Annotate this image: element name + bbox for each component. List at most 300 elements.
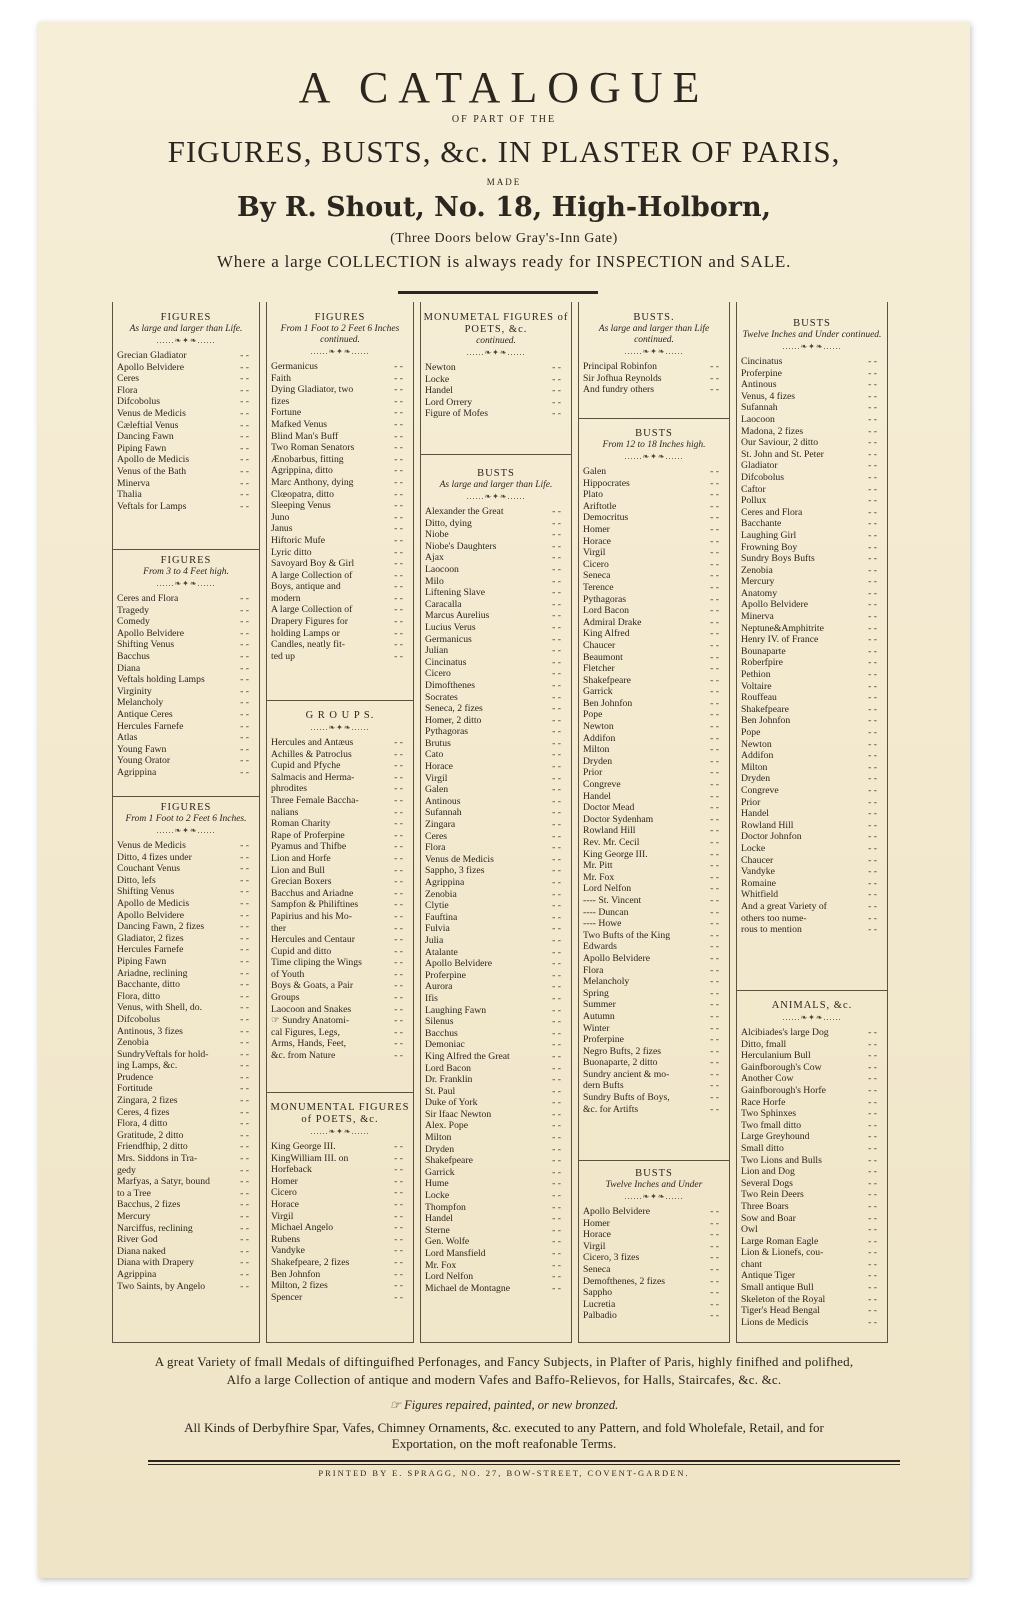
catalogue-item: Democritus - - — [583, 512, 725, 524]
item-list — [267, 737, 413, 1062]
catalogue-subtitle: OF PART OF THE — [451, 114, 557, 125]
catalogue-headline: FIGURES, BUSTS, &c. IN PLASTER OF PARIS, — [167, 134, 841, 169]
section-subheading: As large and larger than Life. — [439, 480, 553, 490]
catalogue-sheet — [38, 22, 970, 1578]
catalogue-item: Tragedy - - — [117, 605, 255, 617]
section-subheading: From 3 to 4 Feet high. — [143, 567, 229, 577]
catalogue-item: Mr. Fox - - — [425, 1260, 567, 1272]
section-monumental — [267, 1102, 413, 1303]
catalogue-item: Germanicus - - — [425, 634, 567, 646]
catalogue-item: Sir Jofhua Reynolds - - — [583, 373, 725, 385]
ornament-divider: ......❧✦❧...... — [310, 347, 370, 356]
catalogue-item: Milton - - — [583, 744, 725, 756]
section-heading: FIGURES — [160, 555, 212, 566]
catalogue-item: Bacchante, ditto - - — [117, 979, 255, 991]
catalogue-item: Lyric ditto - - — [271, 547, 409, 559]
catalogue-item: Plato - - — [583, 489, 725, 501]
catalogue-item: Thompfon - - — [425, 1202, 567, 1214]
catalogue-item: Principal Robinfon - - — [583, 361, 725, 373]
catalogue-item: Liftening Slave - - — [425, 587, 567, 599]
catalogue-item: Lucretia - - — [583, 1299, 725, 1311]
catalogue-item: Milton - - — [741, 762, 883, 774]
catalogue-item: Horace - - — [583, 1229, 725, 1241]
catalogue-item: cal Figures, Legs, - - — [271, 1027, 409, 1039]
catalogue-item: Minerva - - — [741, 611, 883, 623]
catalogue-item: Zenobia - - — [117, 1037, 255, 1049]
catalogue-item: Lord Orrery - - — [425, 397, 567, 409]
catalogue-item: Sundry ancient & mo- - - — [583, 1069, 725, 1081]
item-list — [113, 350, 259, 512]
catalogue-item: Pope - - — [583, 709, 725, 721]
catalogue-item: Venus, 4 fizes - - — [741, 391, 883, 403]
section-rule — [737, 990, 887, 991]
section-figures-small — [113, 802, 259, 1292]
catalogue-item: Summer - - — [583, 999, 725, 1011]
catalogue-item: Marc Anthony, dying - - — [271, 477, 409, 489]
catalogue-item: rous to mention - - — [741, 924, 883, 936]
catalogue-item: SundryVeftals for hold- - - — [117, 1049, 255, 1061]
catalogue-column-1 — [112, 302, 260, 1343]
catalogue-item: Pethion - - — [741, 669, 883, 681]
catalogue-item: Flora, 4 ditto - - — [117, 1118, 255, 1130]
item-list — [737, 1027, 887, 1328]
catalogue-item: Shakefpeare - - — [583, 675, 725, 687]
catalogue-item: Addifon - - — [741, 750, 883, 762]
catalogue-item: Ceres - - — [425, 831, 567, 843]
catalogue-item: Drapery Figures for - - — [271, 616, 409, 628]
catalogue-item: Fauftina - - — [425, 912, 567, 924]
catalogue-item: Pyamus and Thifbe - - — [271, 841, 409, 853]
catalogue-item: Tiger's Head Bengal - - — [741, 1305, 883, 1317]
catalogue-item: Garrick - - — [425, 1167, 567, 1179]
catalogue-item: Atlas - - — [117, 732, 255, 744]
catalogue-item: Shakefpeare, 2 fizes - - — [271, 1257, 409, 1269]
catalogue-item: Fulvia - - — [425, 923, 567, 935]
catalogue-item: Brutus - - — [425, 738, 567, 750]
catalogue-item: Dryden - - — [583, 756, 725, 768]
catalogue-item: Lord Bacon - - — [425, 1063, 567, 1075]
catalogue-item: Horace - - — [425, 761, 567, 773]
catalogue-item: Ditto, 4 fizes under - - — [117, 852, 255, 864]
catalogue-item: ---- Duncan - - — [583, 907, 725, 919]
catalogue-item: Apollo Belvidere - - — [117, 628, 255, 640]
catalogue-item: Homer - - — [583, 524, 725, 536]
catalogue-item: Narciffus, reclining - - — [117, 1223, 255, 1235]
section-monumental-continued — [421, 312, 571, 420]
section-busts-under-12 — [579, 1168, 729, 1322]
catalogue-item: Whitfield - - — [741, 889, 883, 901]
section-heading: ANIMALS, &c. — [771, 1000, 853, 1011]
catalogue-item: Apollo Belvidere - - — [425, 958, 567, 970]
footer-spar-line: All Kinds of Derbyfhire Spar, Vafes, Chimney Ornaments, &c. executed to any Pattern, and fold Wholefale, Retail, and for — [184, 1420, 824, 1435]
catalogue-item: Rev. Mr. Cecil - - — [583, 837, 725, 849]
catalogue-item: Three Boars - - — [741, 1201, 883, 1213]
section-rule — [267, 1092, 413, 1093]
catalogue-item: Handel - - — [741, 808, 883, 820]
catalogue-item: Cincinatus - - — [741, 356, 883, 368]
section-subheading: From 1 Foot to 2 Feet 6 Inches continued. — [280, 324, 400, 345]
catalogue-item: Dryden - - — [425, 1144, 567, 1156]
footer-vases-line: Alfo a large Collection of antique and modern Vafes and Baffo-Relievos, for Halls, Staircafes, &c. &c. — [226, 1372, 782, 1387]
catalogue-item: Difcobolus - - — [741, 472, 883, 484]
catalogue-item: Alex. Pope - - — [425, 1120, 567, 1132]
item-list — [579, 1206, 729, 1322]
catalogue-item: Antinous, 3 fizes - - — [117, 1026, 255, 1038]
catalogue-item: Anatomy - - — [741, 588, 883, 600]
catalogue-item: Two Rein Deers - - — [741, 1189, 883, 1201]
catalogue-item: Laocoon and Snakes - - — [271, 1004, 409, 1016]
catalogue-item: Diana naked - - — [117, 1246, 255, 1258]
catalogue-item: Julia - - — [425, 935, 567, 947]
catalogue-item: Achilles & Patroclus - - — [271, 749, 409, 761]
catalogue-item: A large Collection of - - — [271, 570, 409, 582]
item-list — [113, 840, 259, 1292]
catalogue-item: Two Bufts of the King - - — [583, 930, 725, 942]
catalogue-item: ---- St. Vincent - - — [583, 895, 725, 907]
catalogue-item: Zenobia - - — [425, 889, 567, 901]
catalogue-item: Bacchus - - — [425, 1028, 567, 1040]
catalogue-item: Clytie - - — [425, 900, 567, 912]
catalogue-item: King Alfred - - — [583, 628, 725, 640]
catalogue-item: Papirius and his Mo- - - — [271, 911, 409, 923]
catalogue-item: Sappho - - — [583, 1287, 725, 1299]
catalogue-item: Cicero - - — [425, 668, 567, 680]
catalogue-item: Homer, 2 ditto - - — [425, 715, 567, 727]
catalogue-item: Doctor Johnfon - - — [741, 831, 883, 843]
catalogue-item: Ditto, lefs - - — [117, 875, 255, 887]
catalogue-item: Shifting Venus - - — [117, 639, 255, 651]
catalogue-item: Garrick - - — [583, 686, 725, 698]
catalogue-item: Bacchus - - — [117, 651, 255, 663]
catalogue-item: Congreve - - — [741, 785, 883, 797]
catalogue-item: Ceres and Flora - - — [117, 593, 255, 605]
catalogue-item: Lion & Lionefs, cou- - - — [741, 1247, 883, 1259]
catalogue-item: Roman Charity - - — [271, 818, 409, 830]
catalogue-item: Bounaparte - - — [741, 646, 883, 658]
catalogue-item: Virgil - - — [583, 1241, 725, 1253]
section-figures-life — [113, 312, 259, 512]
catalogue-item: Piping Fawn - - — [117, 956, 255, 968]
catalogue-item: Gainfborough's Horfe - - — [741, 1085, 883, 1097]
section-heading: FIGURES — [160, 312, 212, 323]
catalogue-item: Milton, 2 fizes - - — [271, 1280, 409, 1292]
catalogue-item: Agrippina - - — [117, 1269, 255, 1281]
catalogue-item: Agrippina - - — [117, 767, 255, 779]
section-rule — [113, 796, 259, 797]
catalogue-item: Sufannah - - — [425, 807, 567, 819]
catalogue-item: Difcobolus - - — [117, 396, 255, 408]
catalogue-item: Madona, 2 fizes - - — [741, 426, 883, 438]
item-list — [737, 356, 887, 936]
catalogue-item: Two Lions and Bulls - - — [741, 1155, 883, 1167]
catalogue-item: Gladiator, 2 fizes - - — [117, 933, 255, 945]
catalogue-item: Veftals for Lamps - - — [117, 501, 255, 513]
catalogue-item: Handel - - — [583, 791, 725, 803]
catalogue-item: Michael Angelo - - — [271, 1222, 409, 1234]
section-busts-12-18 — [579, 428, 729, 1115]
catalogue-item: KingWilliam III. on - - — [271, 1153, 409, 1165]
section-busts-life — [421, 468, 571, 1294]
catalogue-item: Silenus - - — [425, 1016, 567, 1028]
catalogue-item: Boys & Goats, a Pair - - — [271, 980, 409, 992]
catalogue-item: Cæleftial Venus - - — [117, 420, 255, 432]
catalogue-item: Rowland Hill - - — [583, 825, 725, 837]
catalogue-item: Horace - - — [271, 1199, 409, 1211]
catalogue-item: Gen. Wolfe - - — [425, 1236, 567, 1248]
catalogue-item: Demofthenes, 2 fizes - - — [583, 1276, 725, 1288]
catalogue-item: Agrippina - - — [425, 877, 567, 889]
catalogue-item: Diana - - — [117, 663, 255, 675]
catalogue-item: Hercules Farnefe - - — [117, 721, 255, 733]
catalogue-item: Sow and Boar - - — [741, 1213, 883, 1225]
section-rule — [267, 700, 413, 701]
catalogue-item: Romaine - - — [741, 878, 883, 890]
catalogue-item: Dancing Fawn, 2 fizes - - — [117, 921, 255, 933]
catalogue-item: fizes - - — [271, 396, 409, 408]
catalogue-item: Marcus Aurelius - - — [425, 610, 567, 622]
item-list — [113, 593, 259, 779]
catalogue-item: Locke - - — [741, 843, 883, 855]
catalogue-item: Pythagoras - - — [425, 726, 567, 738]
catalogue-item: Two Sphinxes - - — [741, 1108, 883, 1120]
catalogue-item: Venus, with Shell, do. - - — [117, 1002, 255, 1014]
section-rule — [579, 1160, 729, 1161]
catalogue-item: Venus de Medicis - - — [425, 854, 567, 866]
catalogue-item: Milton - - — [425, 1132, 567, 1144]
catalogue-item: Salmacis and Herma- - - — [271, 772, 409, 784]
catalogue-item: Laocoon - - — [741, 414, 883, 426]
catalogue-item: King George III. - - — [271, 1141, 409, 1153]
section-subheading: continued. — [476, 336, 516, 346]
catalogue-item: Proferpine - - — [741, 368, 883, 380]
catalogue-item: Prior - - — [583, 767, 725, 779]
catalogue-item: gedy - - — [117, 1165, 255, 1177]
catalogue-item: Horace - - — [583, 536, 725, 548]
catalogue-item: Comedy - - — [117, 616, 255, 628]
section-heading: MONUMETAL FIGURES of POETS, &c. — [423, 312, 569, 335]
catalogue-item: Marfyas, a Satyr, bound - - — [117, 1176, 255, 1188]
catalogue-item: Cato - - — [425, 749, 567, 761]
catalogue-item: Sleeping Venus - - — [271, 500, 409, 512]
catalogue-item: others too nume- - - — [741, 913, 883, 925]
made-label: MADE — [486, 177, 522, 187]
catalogue-item: Dr. Franklin - - — [425, 1074, 567, 1086]
catalogue-item: Mr. Fox - - — [583, 872, 725, 884]
catalogue-item: Newton - - — [583, 721, 725, 733]
catalogue-item: Hippocrates - - — [583, 478, 725, 490]
catalogue-item: Hercules and Antæus - - — [271, 737, 409, 749]
catalogue-item: Henry IV. of France - - — [741, 634, 883, 646]
catalogue-item: Cupid and ditto - - — [271, 946, 409, 958]
section-figures-continued — [267, 312, 413, 662]
catalogue-item: Demoniac - - — [425, 1039, 567, 1051]
catalogue-item: Dimofthenes - - — [425, 680, 567, 692]
catalogue-item: Two fmall ditto - - — [741, 1120, 883, 1132]
catalogue-item: Sampfon & Philiftines - - — [271, 899, 409, 911]
catalogue-item: Vandyke - - — [271, 1245, 409, 1257]
catalogue-item: Apollo de Medicis - - — [117, 898, 255, 910]
catalogue-item: Skeleton of the Royal - - — [741, 1294, 883, 1306]
printer-rule-thin — [148, 1464, 900, 1465]
catalogue-item: Time cliping the Wings - - — [271, 957, 409, 969]
catalogue-item: Ditto, fmall - - — [741, 1039, 883, 1051]
catalogue-item: Boys, antique and - - — [271, 581, 409, 593]
catalogue-item: Winter - - — [583, 1023, 725, 1035]
catalogue-item: Hercules and Centaur - - — [271, 934, 409, 946]
catalogue-item: Hercules Farnefe - - — [117, 944, 255, 956]
catalogue-item: Piping Fawn - - — [117, 443, 255, 455]
catalogue-item: Blind Man's Buff - - — [271, 431, 409, 443]
catalogue-item: Grecian Gladiator - - — [117, 350, 255, 362]
footer-terms-line: Exportation, on the moft reafonable Terms. — [391, 1436, 617, 1451]
catalogue-item: Minerva - - — [117, 478, 255, 490]
catalogue-item: St. John and St. Peter - - — [741, 449, 883, 461]
section-animals — [737, 1000, 887, 1328]
catalogue-item: Pope - - — [741, 727, 883, 739]
catalogue-item: Doctor Mead - - — [583, 802, 725, 814]
section-figures-3-4 — [113, 555, 259, 779]
catalogue-item: Large Greyhound - - — [741, 1131, 883, 1143]
item-list — [579, 361, 729, 396]
catalogue-item: Ceres - - — [117, 373, 255, 385]
catalogue-item: Flora - - — [583, 965, 725, 977]
catalogue-item: Fletcher - - — [583, 663, 725, 675]
catalogue-item: Lion and Dog - - — [741, 1166, 883, 1178]
catalogue-item: Ceres, 4 fizes - - — [117, 1107, 255, 1119]
catalogue-item: Dancing Fawn - - — [117, 431, 255, 443]
catalogue-item: Two Roman Senators - - — [271, 442, 409, 454]
section-heading: FIGURES — [160, 802, 212, 813]
catalogue-item: &c. for Artifts - - — [583, 1104, 725, 1116]
catalogue-item: Rouffeau - - — [741, 692, 883, 704]
catalogue-item: Antinous - - — [425, 796, 567, 808]
catalogue-item: Rape of Proferpine - - — [271, 830, 409, 842]
catalogue-column-4 — [578, 302, 730, 1343]
catalogue-item: Owl - - — [741, 1224, 883, 1236]
catalogue-item: Locke - - — [425, 1190, 567, 1202]
catalogue-item: Three Female Baccha- - - — [271, 795, 409, 807]
catalogue-item: Herculanium Bull - - — [741, 1050, 883, 1062]
catalogue-item: Atalante - - — [425, 947, 567, 959]
catalogue-item: Sir Ifaac Newton - - — [425, 1109, 567, 1121]
catalogue-item: Rowland Hill - - — [741, 820, 883, 832]
section-busts-under-continued — [737, 318, 887, 936]
catalogue-item: Flora - - — [425, 842, 567, 854]
tagline: Where a large COLLECTION is always ready for INSPECTION and SALE. — [216, 252, 792, 271]
catalogue-item: Melancholy - - — [583, 976, 725, 988]
catalogue-item: Pythagoras - - — [583, 594, 725, 606]
catalogue-item: Bacchus, 2 fizes - - — [117, 1199, 255, 1211]
section-subheading: Twelve Inches and Under — [605, 1180, 703, 1190]
catalogue-item: Handel - - — [425, 1213, 567, 1225]
catalogue-item: Dryden - - — [741, 773, 883, 785]
catalogue-item: Sufannah - - — [741, 402, 883, 414]
catalogue-item: Small ditto - - — [741, 1143, 883, 1155]
catalogue-item: Mr. Pitt - - — [583, 860, 725, 872]
catalogue-item: River God - - — [117, 1234, 255, 1246]
catalogue-item: Candles, neatly fit- - - — [271, 639, 409, 651]
catalogue-item: Mafked Venus - - — [271, 419, 409, 431]
catalogue-item: Sundry Bufts of Boys, - - — [583, 1092, 725, 1104]
catalogue-item: &c. from Nature - - — [271, 1050, 409, 1062]
catalogue-item: Bacchus and Ariadne - - — [271, 888, 409, 900]
catalogue-item: Shakefpeare - - — [425, 1155, 567, 1167]
catalogue-item: to a Tree - - — [117, 1188, 255, 1200]
catalogue-item: Mercury - - — [117, 1211, 255, 1223]
catalogue-item: Lion and Bull - - — [271, 865, 409, 877]
catalogue-item: Veftals holding Lamps - - — [117, 674, 255, 686]
catalogue-item: Zingara, 2 fizes - - — [117, 1095, 255, 1107]
catalogue-item: Gratitude, 2 ditto - - — [117, 1130, 255, 1142]
section-heading: FIGURES — [314, 312, 366, 323]
catalogue-item: Sterne - - — [425, 1225, 567, 1237]
section-subheading: From 12 to 18 Inches high. — [602, 440, 706, 450]
section-subheading: Twelve Inches and Under continued. — [742, 330, 882, 340]
ornament-divider: ......❧✦❧...... — [466, 492, 526, 501]
catalogue-item: Buonaparte, 2 ditto - - — [583, 1057, 725, 1069]
catalogue-item: Congreve - - — [583, 779, 725, 791]
catalogue-item: Laughing Fawn - - — [425, 1005, 567, 1017]
catalogue-item: Seneca, 2 fizes - - — [425, 703, 567, 715]
catalogue-item: phrodites - - — [271, 783, 409, 795]
catalogue-item: Lord Bacon - - — [583, 605, 725, 617]
catalogue-item: Friendfhip, 2 ditto - - — [117, 1141, 255, 1153]
catalogue-item: Ariadne, reclining - - — [117, 968, 255, 980]
catalogue-item: Locke - - — [425, 374, 567, 386]
catalogue-item: Laocoon - - — [425, 564, 567, 576]
maker-address: (Three Doors below Gray's-Inn Gate) — [390, 231, 618, 246]
item-list — [421, 506, 571, 1294]
catalogue-item: Proferpine - - — [425, 970, 567, 982]
printer-rule-thick — [148, 1460, 900, 1462]
catalogue-item: Autumn - - — [583, 1011, 725, 1023]
section-groups — [267, 710, 413, 1062]
catalogue-item: Shifting Venus - - — [117, 886, 255, 898]
catalogue-item: Rubens - - — [271, 1234, 409, 1246]
catalogue-item: Terence - - — [583, 582, 725, 594]
catalogue-item: Apollo Belvidere - - — [741, 599, 883, 611]
section-heading: BUSTS — [477, 468, 515, 479]
catalogue-item: Galen - - — [425, 784, 567, 796]
catalogue-item: Virgil - - — [425, 773, 567, 785]
catalogue-item: Couchant Venus - - — [117, 863, 255, 875]
catalogue-item: Homer - - — [583, 1218, 725, 1230]
catalogue-item: Zingara - - — [425, 819, 567, 831]
catalogue-item: Vandyke - - — [741, 866, 883, 878]
ornament-divider: ......❧✦❧...... — [156, 579, 216, 588]
catalogue-item: Fortitude - - — [117, 1083, 255, 1095]
catalogue-item: Spencer - - — [271, 1292, 409, 1304]
catalogue-item: Lion and Horfe - - — [271, 853, 409, 865]
catalogue-item: Beaumont - - — [583, 652, 725, 664]
catalogue-item: Niobe's Daughters - - — [425, 541, 567, 553]
catalogue-item: Venus of the Bath - - — [117, 466, 255, 478]
catalogue-item: ing Lamps, &c. - - — [117, 1060, 255, 1072]
catalogue-item: Homer - - — [271, 1176, 409, 1188]
ornament-divider: ......❧✦❧...... — [782, 342, 842, 351]
catalogue-item: Sappho, 3 fizes - - — [425, 865, 567, 877]
catalogue-column-5 — [736, 302, 888, 1343]
catalogue-item: Hiftoric Mufe - - — [271, 535, 409, 547]
catalogue-item: King Alfred the Great - - — [425, 1051, 567, 1063]
catalogue-item: Young Orator - - — [117, 755, 255, 767]
catalogue-item: Spring - - — [583, 988, 725, 1000]
section-rule — [113, 549, 259, 550]
catalogue-item: Flora - - — [117, 385, 255, 397]
title-divider — [398, 291, 598, 294]
catalogue-item: Socrates - - — [425, 692, 567, 704]
catalogue-item: Ben Johnfon - - — [741, 715, 883, 727]
